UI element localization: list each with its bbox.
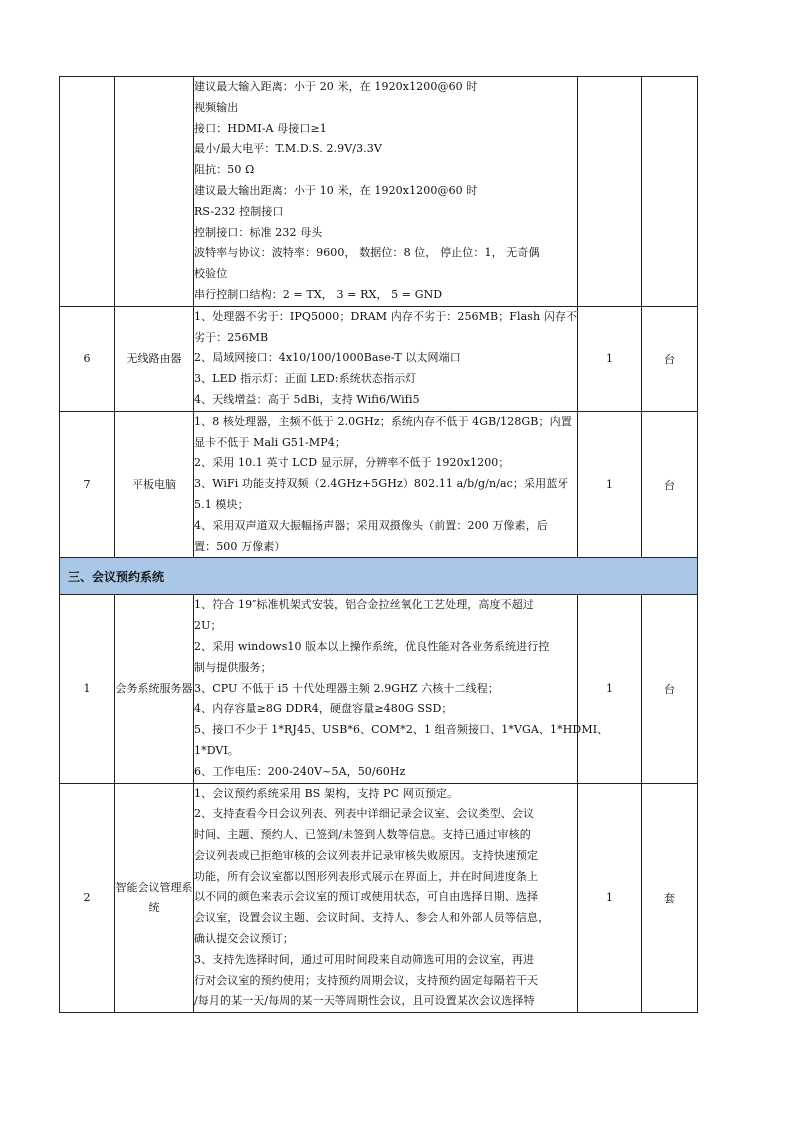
spec-line: 1、符合 19″标准机架式安装，铝合金拉丝氧化工艺处理，高度不超过 [194, 598, 534, 612]
spec-line: 3、WiFi 功能支持双频（2.4GHz+5GHz）802.11 a/b/g/n/ac；采用蓝牙 [194, 477, 569, 491]
spec-line: 串行控制口结构：2 = TX， 3 = RX， 5 = GND [194, 287, 443, 301]
spec-line: 3、CPU 不低于 i5 十代处理器主频 2.9GHZ 六核十二线程； [194, 681, 499, 695]
spec-line: 2、采用 windows10 版本以上操作系统，优良性能对各业务系统进行控 [194, 639, 550, 653]
table-row [60, 306, 698, 411]
table-row [60, 411, 698, 558]
spec-line: 3、支持先选择时间，通过可用时间段来自动筛选可用的会议室，再进 [194, 952, 535, 966]
spec-line: 置：500 万像素） [194, 539, 286, 553]
spec-line: 行对会议室的预约使用；支持预约周期会议，支持预约固定每隔若干天 [194, 973, 539, 987]
spec-line: 时间、主题、预约人、已签到/未签到人数等信息。支持已通过审核的 [194, 828, 531, 842]
spec-line: 1*DVI。 [194, 743, 240, 757]
spec-line: 控制接口：标准 232 母头 [194, 225, 323, 239]
table-row [60, 77, 698, 307]
spec-line: 建议最大输出距离：小于 10 米，在 1920x1200@60 时 [194, 183, 478, 197]
spec-line: 以不同的颜色来表示会议室的预订或使用状态，可自由选择日期、选择 [194, 890, 539, 904]
row-number-cell: 7 [60, 411, 115, 558]
section-header-group [60, 558, 698, 595]
unit-cell [642, 77, 698, 307]
row-number-cell [60, 77, 115, 307]
row-number-cell: 6 [60, 306, 115, 411]
quantity-cell [578, 77, 642, 307]
spec-line: 5.1 模块； [194, 497, 249, 511]
spec-line: RS-232 控制接口 [194, 204, 284, 218]
spec-table [59, 76, 698, 1013]
item-name-cell [115, 77, 194, 307]
spec-line: 4、采用双声道双大振幅扬声器；采用双摄像头（前置：200 万像素，后 [194, 518, 548, 532]
spec-line: 4、内存容量≥8G DDR4，硬盘容量≥480G SSD； [194, 702, 453, 716]
spec-description-cell [194, 783, 578, 1013]
quantity-cell: 1 [578, 783, 642, 1013]
spec-line: 1、处理器不劣于：IPQ5000；DRAM 内存不劣于：256MB；Flash 闪存不 [194, 309, 578, 323]
spec-line: 3、LED 指示灯：正面 LED:系统状态指示灯 [194, 372, 417, 386]
unit-cell: 台 [642, 306, 698, 411]
spec-line: 2、局域网接口：4x10/100/1000Base-T 以太网端口 [194, 351, 461, 365]
table-body-network [60, 77, 698, 558]
unit-cell: 台 [642, 595, 698, 783]
spec-line: 最小/最大电平：T.M.D.S. 2.9V/3.3V [194, 142, 382, 156]
quantity-cell: 1 [578, 595, 642, 783]
spec-line: 波特率与协议：波特率：9600， 数据位：8 位， 停止位：1， 无奇偶 [194, 246, 540, 260]
spec-line: 1、8 核处理器，主频不低于 2.0GHz；系统内存不低于 4GB/128GB；内置 [194, 414, 572, 428]
section-header-row [60, 558, 698, 595]
spec-line: 校验位 [194, 267, 228, 281]
spec-description-cell [194, 306, 578, 411]
unit-cell: 台 [642, 411, 698, 558]
spec-line: 阻抗：50 Ω [194, 163, 255, 177]
spec-line: 6、工作电压：200-240V~5A，50/60Hz [194, 764, 406, 778]
spec-line: 会议室，设置会议主题、会议时间、支持人、参会人和外部人员等信息， [194, 911, 550, 925]
spec-line: 2、支持查看今日会议列表、列表中详细记录会议室、会议类型、会议 [194, 807, 535, 821]
spec-line: 2、采用 10.1 英寸 LCD 显示屏，分辨率不低于 1920x1200； [194, 456, 510, 470]
spec-description-cell [194, 411, 578, 558]
row-number-cell: 2 [60, 783, 115, 1013]
spec-line: /每月的某一天/每周的某一天等周期性会议，且可设置某次会议选择特 [194, 994, 535, 1008]
spec-line: 1、会议预约系统采用 BS 架构，支持 PC 网页预定。 [194, 786, 459, 800]
table-body-meeting [60, 595, 698, 1013]
spec-line: 制与提供服务； [194, 660, 272, 674]
spec-line: 2U； [194, 619, 222, 633]
spec-line: 会议列表或已拒绝审核的会议列表并记录审核失败原因。支持快速预定 [194, 848, 539, 862]
section-title: 三、会议预约系统 [60, 558, 698, 595]
item-name-cell: 会务系统服务器 [115, 595, 194, 783]
quantity-cell: 1 [578, 411, 642, 558]
spec-line: 4、天线增益：高于 5dBi，支持 Wifi6/Wifi5 [194, 392, 420, 406]
spec-line: 功能，所有会议室都以图形列表形式展示在界面上，并在时间进度条上 [194, 869, 539, 883]
spec-line: 确认提交会议预订； [194, 932, 294, 946]
unit-cell: 套 [642, 783, 698, 1013]
spec-line: 5、接口不少于 1*RJ45、USB*6、COM*2、1 组音频接口、1*VGA、1*HDMI、 [194, 723, 609, 737]
item-name-cell: 无线路由器 [115, 306, 194, 411]
spec-description-cell [194, 595, 609, 783]
spec-line: 建议最大输入距离：小于 20 米，在 1920x1200@60 时 [194, 80, 478, 93]
item-name-cell: 智能会议管理系统 [115, 783, 194, 1013]
table-row [60, 595, 698, 783]
item-name-cell: 平板电脑 [115, 411, 194, 558]
spec-line: 显卡不低于 Mali G51-MP4； [194, 435, 346, 449]
row-number-cell: 1 [60, 595, 115, 783]
spec-line: 接口：HDMI-A 母接口≥1 [194, 121, 327, 135]
table-row [60, 783, 698, 1013]
quantity-cell: 1 [578, 306, 642, 411]
spec-line: 视频输出 [194, 100, 239, 114]
spec-line: 劣于：256MB [194, 330, 269, 344]
spec-description-cell [194, 77, 578, 307]
